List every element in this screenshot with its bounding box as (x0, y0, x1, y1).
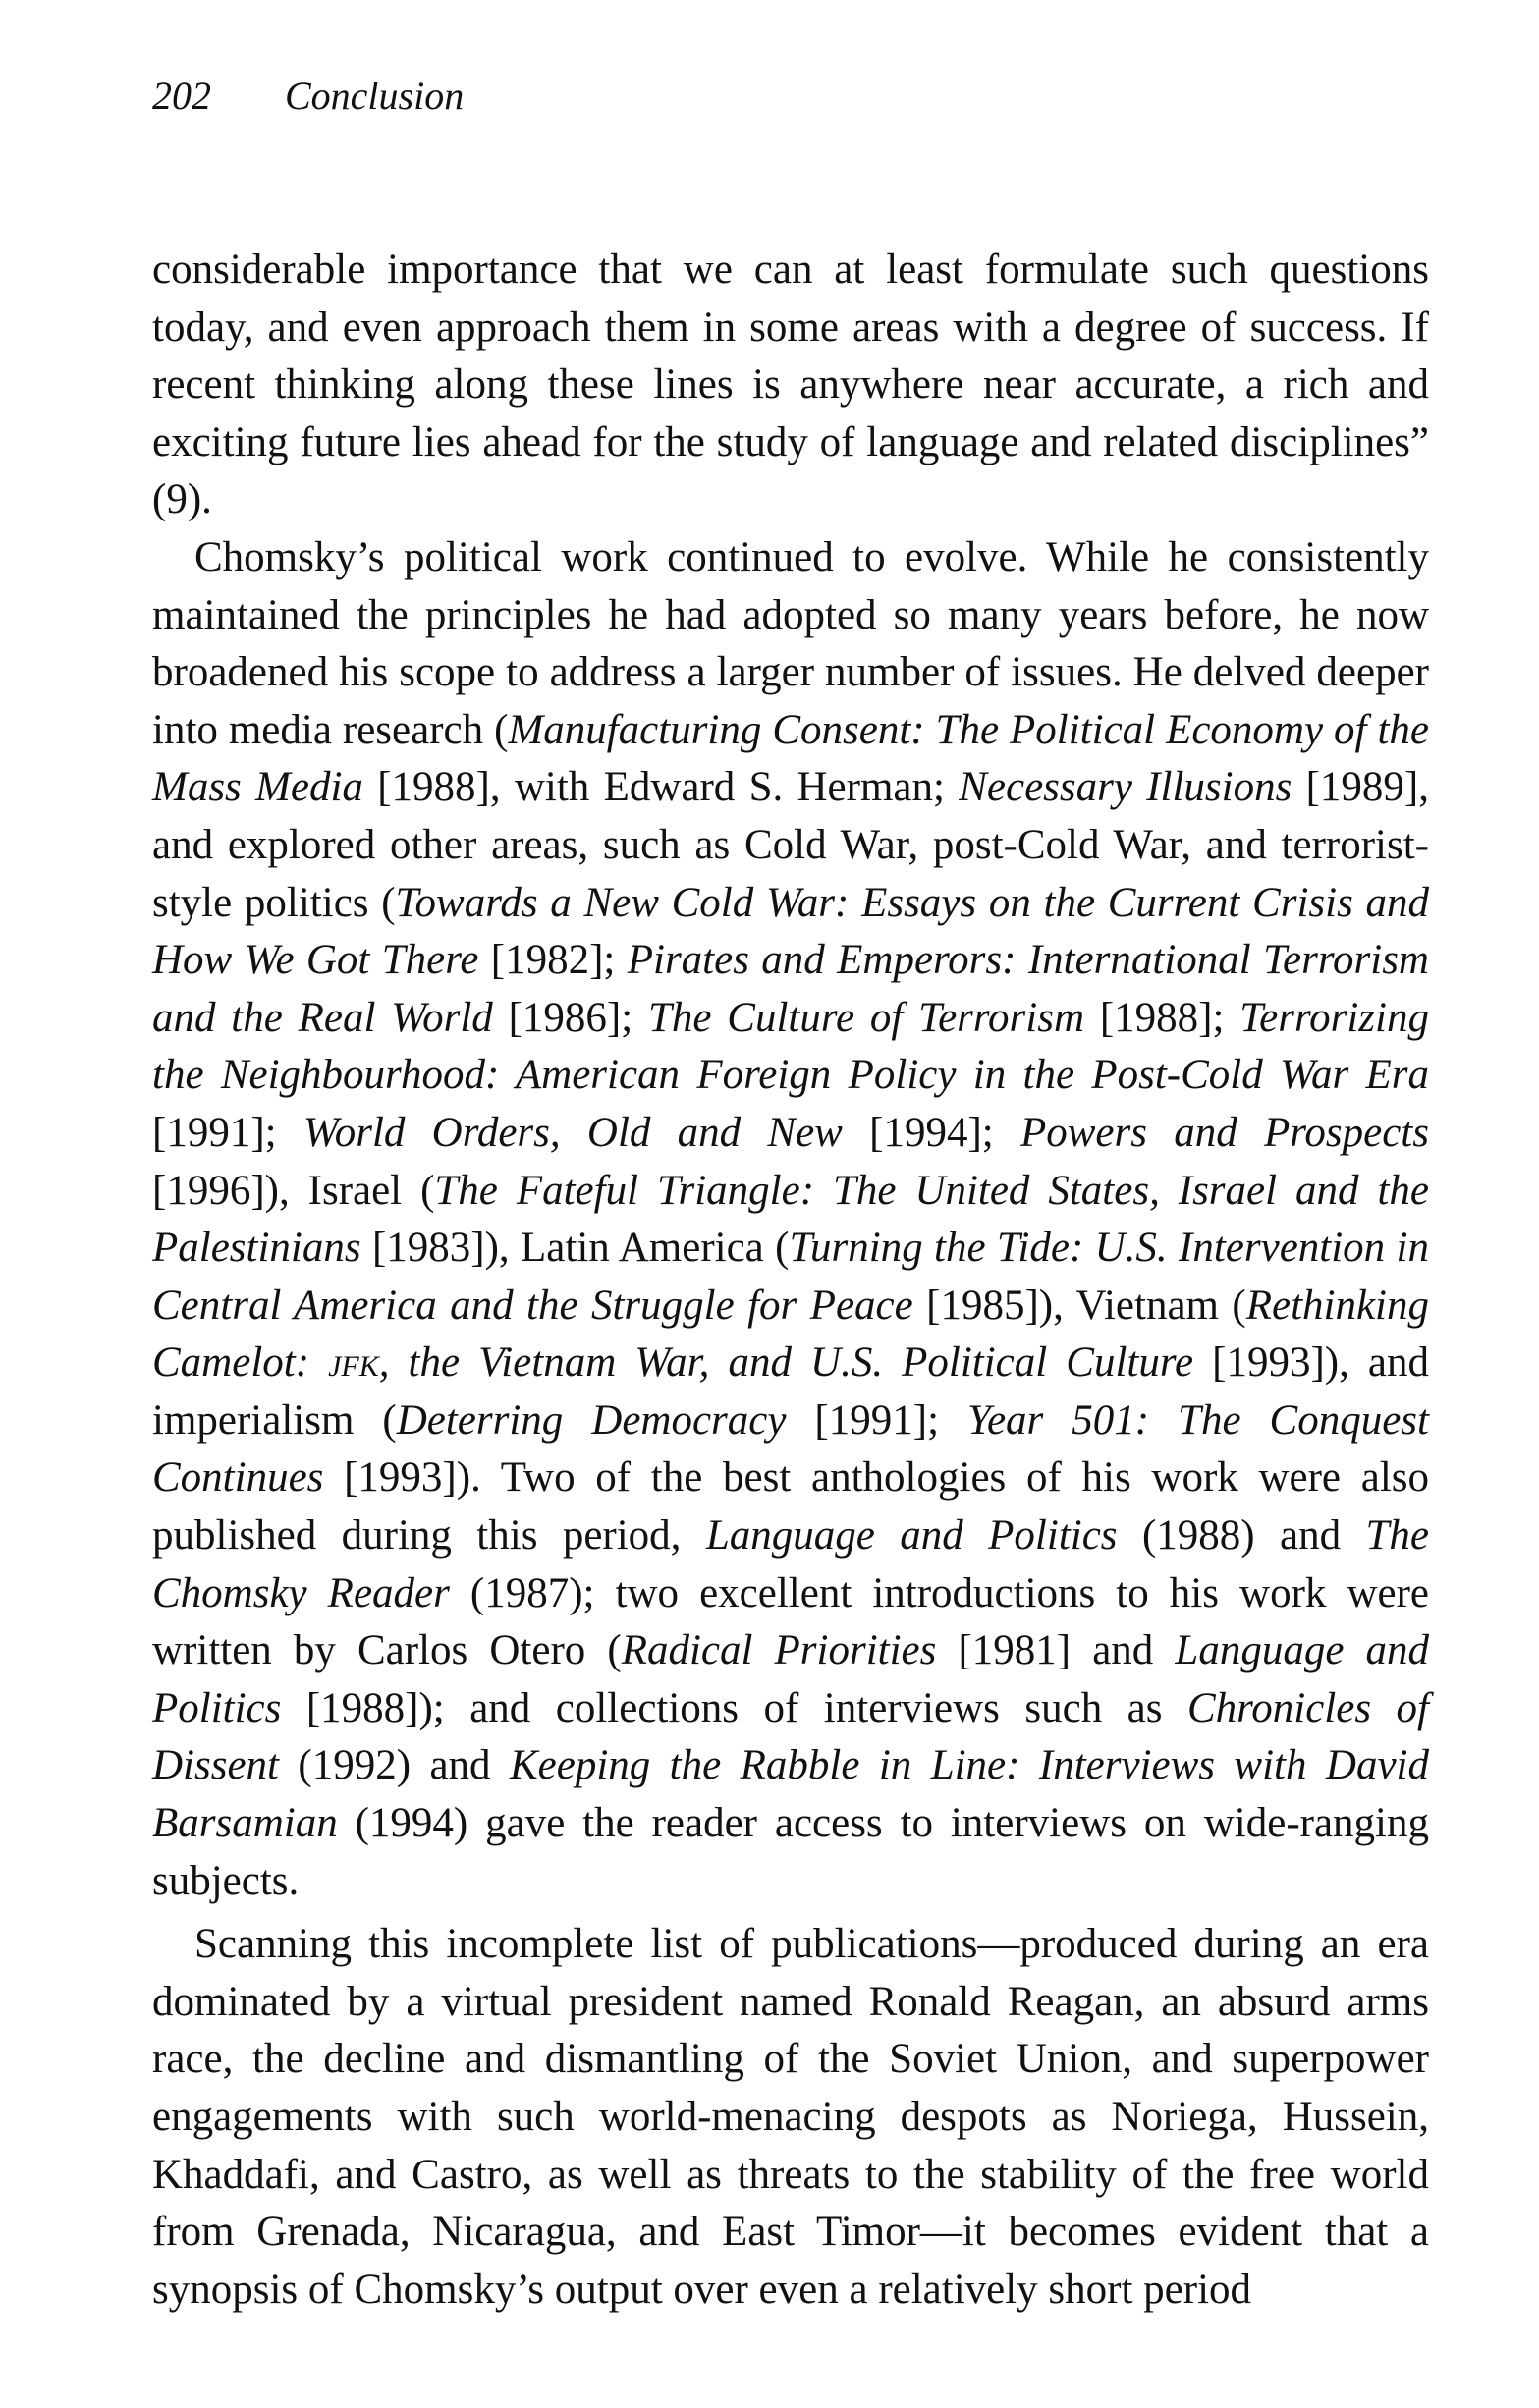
body-text (152, 242, 1429, 2319)
text-run: [1991]; (152, 1109, 303, 1156)
text-run: [1982]; (478, 937, 628, 984)
book-title-italic: The Culture of Terrorism (647, 994, 1085, 1041)
text-run: (1988) and (1117, 1512, 1366, 1560)
text-run: [1993]), and imperialism ( (152, 1340, 1429, 1444)
paragraph-continuation (152, 242, 1429, 529)
book-page (152, 59, 1429, 2319)
paragraph-publications-synopsis (152, 1916, 1429, 2319)
text-run: [1986]; (492, 994, 648, 1041)
book-title-italic: Keeping the Rabble in Line: Interviews with David Barsamian (152, 1742, 1429, 1847)
text-run: (1994) gave the reader access to interviews on wide-ranging subjects. (152, 1800, 1429, 1904)
book-title-italic: World Orders, Old and New (302, 1109, 843, 1156)
text-run: [1988]; (1084, 994, 1240, 1041)
book-title-italic: Deterring Democracy (396, 1396, 787, 1444)
text-run: [1996]), Israel ( (152, 1167, 435, 1214)
book-title-italic: Rethinking Camelot: (152, 1282, 1429, 1387)
book-title-italic: Manufacturing Consent: The Political Economy of the Mass Media (152, 706, 1429, 811)
running-title: Conclusion (285, 74, 465, 118)
book-title-italic: Towards a New Cold War: Essays on the Current Crisis and How We Got There (152, 879, 1430, 984)
text-run: [1994]; (842, 1109, 1020, 1156)
text-run: [1988]); and collections of interviews such as (281, 1684, 1187, 1731)
book-title-italic: , the Vietnam War, and U.S. Political Culture (378, 1340, 1194, 1387)
running-head (152, 59, 1429, 134)
text-run: Chomsky’s political work continued to evolve. While he consistently maintained the principles he had adopted so many years before, he now broadened his scope to address a larger number of issues. He delved deeper into media research ( (152, 533, 1429, 753)
paragraph-political-work (152, 529, 1429, 1910)
text-run: [1985]), Vietnam ( (912, 1282, 1246, 1329)
text-run: Scanning this incomplete list of publications—produced during an era dominated by a virtual president named Ronald Reagan, an absurd arms race, the decline and dismantling of the Soviet Union, and superpower engagements with such world-menacing despots as Noriega, Hussein, Khaddafi, and Castro, as well as threats to the stability of the free world from Grenada, Nicaragua, and East Timor—it becomes evident that a synopsis of Chomsky’s output over even a relatively short period (152, 1921, 1429, 2313)
book-title-italic: Radical Priorities (621, 1627, 937, 1674)
book-title-italic: Pirates and Emperors: International Terrorism and the Real World (152, 937, 1429, 1041)
text-run: [1983]), Latin America ( (360, 1225, 790, 1272)
text-run: (1987); two excellent introductions to his work were written by Carlos Otero ( (152, 1569, 1429, 1674)
text-run: [1988], with Edward S. Herman; (362, 764, 960, 811)
book-title-italic: Terrorizing the Neighbourhood: American Foreign Policy in the Post-Cold War Era (152, 994, 1429, 1099)
book-title-italic: Language and Politics (705, 1512, 1118, 1560)
book-title-italic: jfk (328, 1340, 379, 1387)
book-title-italic: Powers and Prospects (1019, 1109, 1429, 1156)
book-title-italic: Chronicles of Dissent (152, 1684, 1429, 1789)
text-run: [1993]). Two of the best anthologies of his work were also published during this period, (152, 1454, 1429, 1560)
book-title-italic: Necessary Illusions (959, 764, 1292, 811)
book-title-italic: The Fateful Triangle: The United States, Israel and the Palestinians (152, 1167, 1429, 1272)
book-title-italic: Year 501: The Conquest Continues (152, 1396, 1429, 1502)
book-title-italic: Language and Politics (152, 1627, 1430, 1731)
text-run: [1989], and explored other areas, such as Cold War, post-Cold War, and terrorist-style politics ( (152, 764, 1430, 926)
text-run: [1981] and (936, 1627, 1176, 1674)
book-title-italic: The Chomsky Reader (152, 1512, 1429, 1616)
text-run: [1991]; (786, 1396, 967, 1444)
page-number: 202 (152, 74, 211, 118)
text-run: (1992) and (279, 1742, 510, 1789)
book-title-italic: Turning the Tide: U.S. Intervention in Central America and the Struggle for Peace (152, 1225, 1429, 1329)
text-run: considerable importance that we can at least formulate such questions today, and even approach them in some areas with a degree of success. If recent thinking along these lines is anywhere near accurate, a rich and exciting future lies ahead for the study of language and related disciplines” (9). (152, 246, 1429, 523)
